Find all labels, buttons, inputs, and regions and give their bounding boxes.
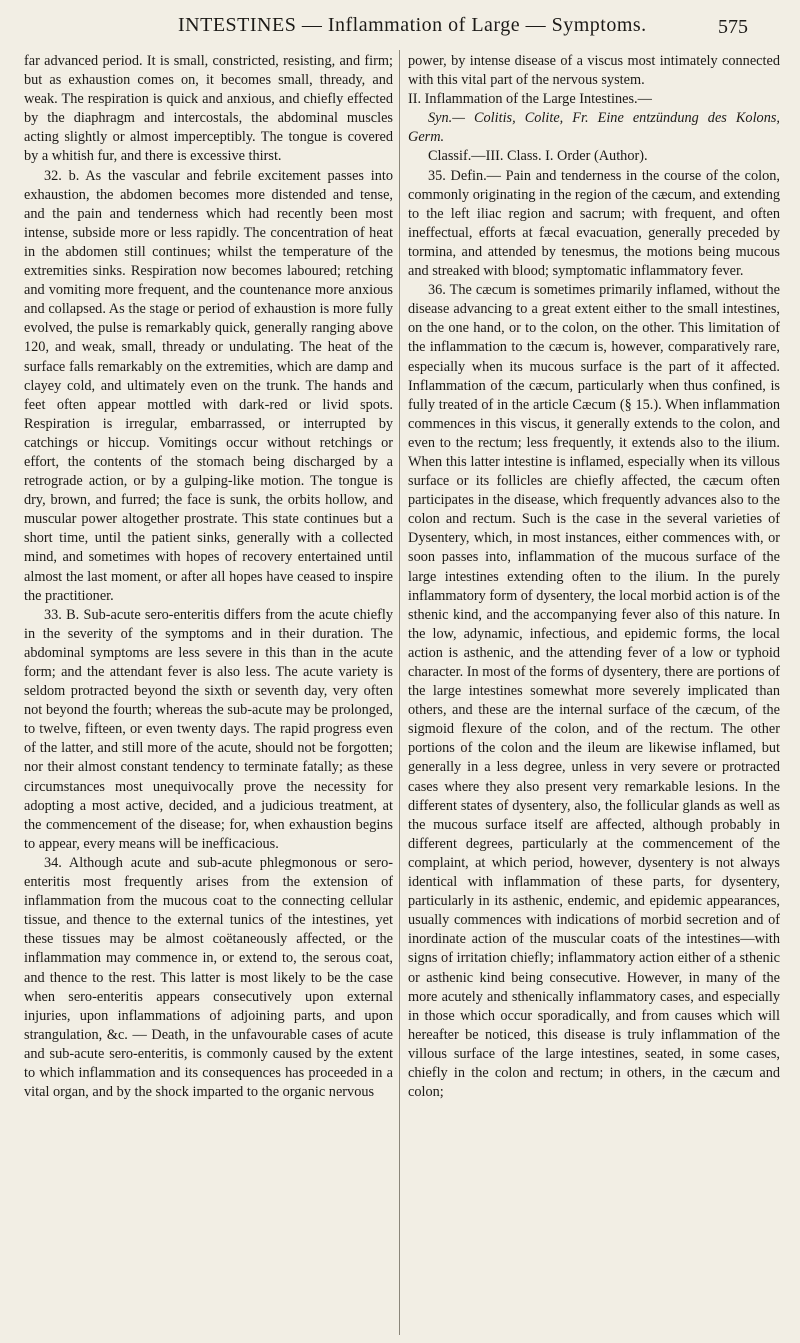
paragraph-35-definition: 35. Defin.— Pain and tenderness in the course of the colon, commonly originating in the region of the cæcum, and extending to the left iliac region and sacrum; with frequent, and often ineffectual, efforts at fæcal evacuation, generally preceded by tormina, and attended by tenesmus, the motions being mucous and streaked with blood; symptomatic inflammatory fever. bbox=[408, 167, 780, 280]
paragraph-36: 36. The cæcum is sometimes primarily inflamed, without the disease advancing to a great extent either to the small intestines, on the one hand, or to the colon, on the other. This limitation of the inflammation to the cæcum is, however, comparatively rare, especially when its mucous surface is the part of it affected. Inflammation of the cæcum, particularly when thus confined, is fully treated of in the article Cæcum (§ 15.). When inflammation commences in this viscus, it generally extends to the colon, and even to the rectum; less frequently, it extends also to the ilium. When this latter intestine is inflamed, especially when its villous surface or its follicles are chiefly affected, the cæcum often participates in the disease, which frequently advances also to the colon and rectum. Such is the case in the several varieties of Dysentery, which, in most instances, either commences with, or soon passes into, inflammation of the mucous surface of the large intestines extending often to the ilium. In the purely inflammatory form of dysentery, the local morbid action is of the sthenic kind, and the accompanying fever also of this nature. In the low, adynamic, infectious, and epidemic forms, the local action is asthenic, and the attending fever of a low or typhoid character. In most of the forms of dysentery, there are portions of the large intestines somewhat more severely implicated than others, and these are the internal surface of the cæcum, of the sigmoid flexure of the colon, and of the rectum. The other portions of the colon and the ileum are likewise inflamed, but generally in a less degree, unless in very severe or protracted cases where they also present very remarkable lesions. In the different states of dysentery, also, the follicular glands as well as the mucous surface itself are affected, although probably in different degrees, particularly at the commencement of the complaint, at which period, however, dysentery is not always identical with inflammation of these parts, for dysentery, particularly in its asthenic, endemic, and epidemic appearances, usually commences with indications of morbid secretion and of inordinate action of the muscular coats of the intestines—with signs of irritation chiefly; inflammatory action either of a sthenic or asthenic kind being consecutive. However, in many of the more acutely and sthenically inflammatory cases, and especially in those which occur sporadically, and from causes which will hereafter be noticed, this disease is truly inflammation of the villous surface of the large intestines, seated, in some cases, chiefly in the colon and rectum; in others, in the cæcum and colon; bbox=[408, 282, 780, 1101]
column-divider bbox=[399, 50, 400, 1335]
right-column bbox=[408, 52, 780, 1337]
paragraph-continuation-right: power, by intense disease of a viscus most intimately connected with this vital part of the nervous system. bbox=[408, 53, 780, 89]
paragraph-continuation: far advanced period. It is small, constricted, resisting, and firm; but as exhaustion comes on, it becomes small, thready, and weak. The respiration is quick and anxious, and chiefly effected by the diaphragm and intercostals, the abdominal muscles acting slightly or almost imperceptibly. The tongue is covered by a whitish fur, and there is excessive thirst. bbox=[24, 53, 393, 165]
paragraph-34: 34. Although acute and sub-acute phlegmonous or sero-enteritis most frequently arises from the extension of inflammation from the mucous coat to the connecting cellular tissue, and thence to the external tunics of the intestines, yet these tissues may be almost coëtaneously affected, or the inflammation may commence in, or extend to, the serous coat, and thence to the rest. This latter is most likely to be the case when sero-enteritis appears consecutively upon external injuries, upon inflammations of adjoining parts, and upon strangulation, &c. — Death, in the unfavourable cases of acute and sub-acute sero-enteritis, is commonly caused by the extent to which inflammation and its consequences has proceeded in a vital organ, and by the shock imparted to the organic nervous bbox=[24, 854, 393, 1101]
left-column bbox=[24, 52, 393, 1337]
running-head: INTESTINES — Inflammation of Large — Symptoms. bbox=[178, 14, 647, 36]
section-heading: II. Inflammation of the Large Intestines.— bbox=[408, 91, 652, 108]
classification-line: Classif.—III. Class. I. Order (Author). bbox=[428, 148, 648, 165]
synonyms-line: Syn.— Colitis, Colite, Fr. Eine entzündung des Kolons, Germ. bbox=[408, 110, 780, 146]
paragraph-33: 33. B. Sub-acute sero-enteritis differs from the acute chiefly in the severity of the symptoms and in their duration. The abdominal symptoms are less severe in this than in the acute form; and the attendant fever is also less. The acute variety is seldom protracted beyond the sixth or seventh day, very often not beyond the fourth; whereas the sub-acute may be prolonged, to twelve, fifteen, or even twenty days. The rapid progress even of the latter, and still more of the acute, should not be forgotten; nor their almost constant tendency to terminate fatally; as these circumstances most unequivocally prove the necessity for adopting a most active, decided, and a judicious treatment, at the commencement of the disease; for, when exhaustion begins to appear, every means will be inefficacious. bbox=[24, 606, 393, 852]
page-number: 575 bbox=[718, 16, 748, 38]
paragraph-32: 32. b. As the vascular and febrile excitement passes into exhaustion, the abdomen becomes more distended and tense, and the pain and tenderness which had recently been most intense, subside more or less rapidly. The concentration of heat in the abdomen still continues; whilst the temperature of the extremities sinks. Respiration now becomes laboured; retching and vomiting more frequent, and the countenance more anxious and collapsed. As the stage or period of exhaustion is more fully evolved, the pulse is remarkably quick, generally ranging above 120, and weak, small, thready or undulating. The heat of the surface falls remarkably on the extremities, which are damp and clayey cold, and ultimately even on the trunk. The hands and feet often appear mottled with dark-red or livid spots. Respiration is irregular, embarrassed, or interrupted by catchings or hiccup. Vomitings occur without retchings or effort, the contents of the stomach being discharged by a retrograde action, or by a gulping-like motion. The tongue is dry, brown, and furred; the face is sunk, the orbits hollow, and muscular power altogether prostrate. This state continues but a short time, until the patient sinks, generally with a collected mind, and sometimes with hopes of recovery entertained until almost the last moment, or after all hopes have ceased to inspire the practitioner. bbox=[24, 167, 393, 604]
